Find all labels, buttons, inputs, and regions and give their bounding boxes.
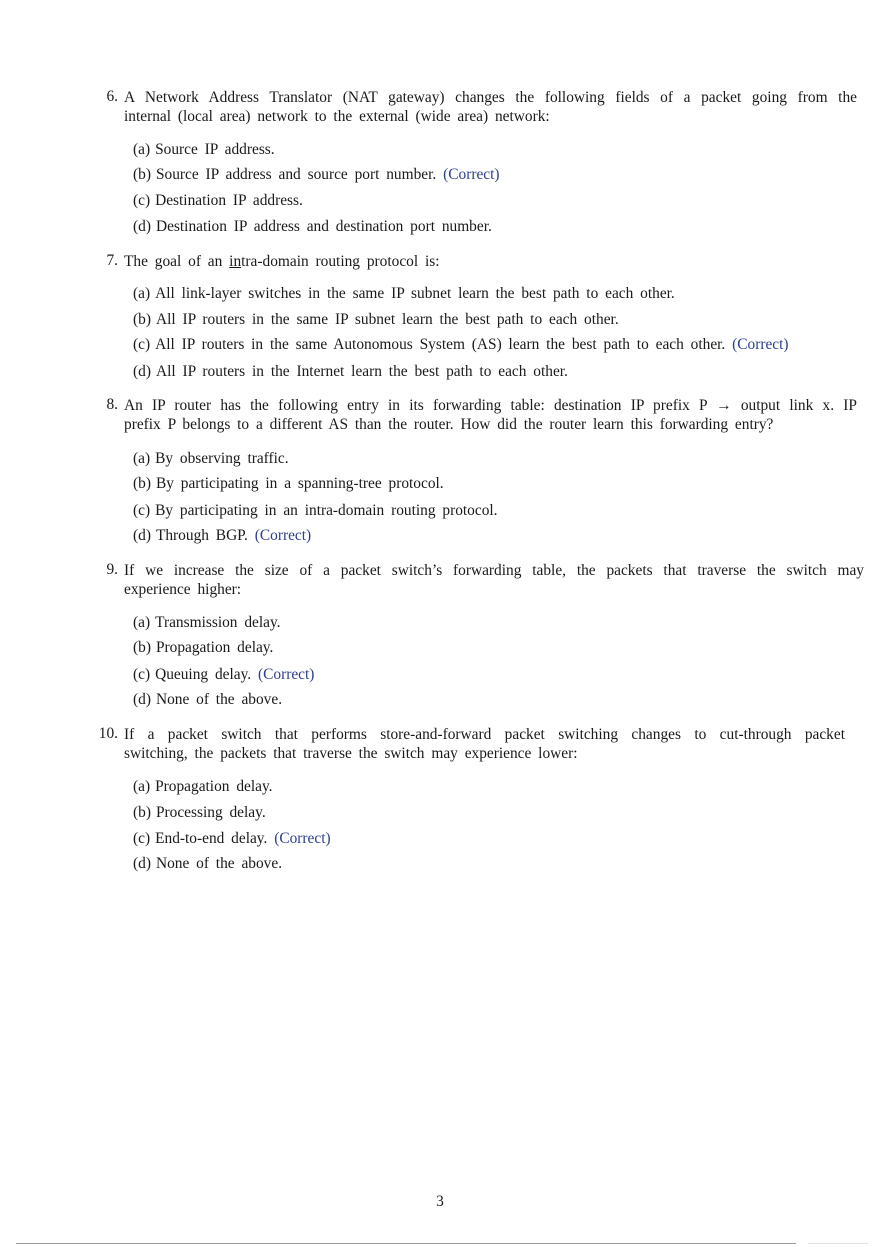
option-letter: (b) — [133, 475, 151, 492]
option-7d — [133, 363, 568, 381]
option-10b — [133, 804, 266, 822]
option-7c — [133, 336, 789, 354]
option-text: Transmission delay. — [155, 614, 281, 631]
option-letter: (c) — [133, 192, 151, 209]
option-letter: (d) — [133, 527, 151, 544]
question-text-line-2: switching, the packets that traverse the switch may experience lower: — [124, 745, 578, 762]
option-letter: (c) — [133, 830, 151, 847]
correct-marker: (Correct) — [257, 666, 315, 683]
option-10a — [133, 778, 273, 796]
question-text-line-2: internal (local area) network to the external (wide area) network: — [124, 108, 550, 125]
option-letter: (a) — [133, 450, 151, 467]
option-letter: (a) — [133, 285, 151, 302]
option-letter: (c) — [133, 336, 151, 353]
option-letter: (c) — [133, 666, 151, 683]
option-letter: (b) — [133, 166, 151, 183]
option-letter: (d) — [133, 363, 151, 380]
page-number: 3 — [436, 1193, 444, 1210]
question-text — [124, 252, 859, 271]
option-6b — [133, 166, 500, 184]
correct-marker: (Correct) — [443, 166, 500, 183]
option-text: All IP routers in the Internet learn the best path to each other. — [155, 363, 568, 380]
option-9d — [133, 691, 282, 709]
option-text: Propagation delay. — [155, 639, 274, 656]
option-text: None of the above. — [155, 691, 283, 708]
question-number: 10. — [98, 725, 118, 742]
option-8c — [133, 502, 498, 520]
question-text-underlined: in — [229, 253, 242, 270]
option-8d — [133, 527, 311, 545]
option-letter: (c) — [133, 502, 151, 519]
option-text: Destination IP address and destination port number. — [155, 218, 492, 235]
option-6c — [133, 192, 303, 210]
option-9b — [133, 639, 273, 657]
correct-marker: (Correct) — [254, 527, 312, 544]
option-text: Destination IP address. — [155, 192, 303, 209]
option-text: Source IP address. — [155, 141, 275, 158]
option-7a — [133, 285, 675, 303]
bottom-divider — [16, 1243, 796, 1244]
option-10d — [133, 855, 282, 873]
question-text-line-1: If we increase the size of a packet switch’s forwarding table, the packets that traverse the switch may — [124, 562, 864, 579]
option-letter: (d) — [133, 218, 151, 235]
option-letter: (a) — [133, 141, 151, 158]
option-letter: (b) — [133, 639, 151, 656]
option-text: Through BGP. — [155, 527, 248, 544]
option-8a — [133, 450, 289, 468]
question-text-part: tra-domain routing protocol is: — [241, 253, 440, 270]
option-text: All IP routers in the same IP subnet learn the best path to each other. — [155, 311, 619, 328]
question-text-line-1: If a packet switch that performs store-and-forward packet switching changes to cut-through packet — [124, 726, 845, 743]
option-text: All IP routers in the same Autonomous System (AS) learn the best path to each other. — [155, 336, 726, 353]
option-letter: (b) — [133, 804, 151, 821]
option-10c — [133, 830, 331, 848]
question-text — [124, 725, 845, 763]
option-8b — [133, 475, 444, 493]
option-text: None of the above. — [155, 855, 283, 872]
option-text: Source IP address and source port number. — [155, 166, 437, 183]
option-text: By participating in a spanning-tree protocol. — [155, 475, 444, 492]
option-letter: (d) — [133, 855, 151, 872]
question-text-line-1: A Network Address Translator (NAT gateway) changes the following fields of a packet going from the — [124, 89, 857, 106]
question-text-part: The goal of an — [124, 253, 230, 270]
question-text-line-2: prefix P belongs to a different AS than the router. How did the router learn this forwarding entry? — [124, 416, 774, 433]
question-text — [124, 561, 864, 599]
option-letter: (b) — [133, 311, 151, 328]
option-text: Queuing delay. — [155, 666, 252, 683]
correct-marker: (Correct) — [274, 830, 331, 847]
option-text: End-to-end delay. — [155, 830, 268, 847]
question-number: 9. — [106, 561, 118, 578]
option-9c — [133, 666, 314, 684]
correct-marker: (Correct) — [732, 336, 789, 353]
question-text-line-1: An IP router has the following entry in its forwarding table: destination IP prefix P → output link x. IP — [124, 397, 857, 414]
question-text — [124, 88, 857, 126]
option-text: By participating in an intra-domain routing protocol. — [155, 502, 498, 519]
question-text — [124, 396, 857, 434]
option-letter: (d) — [133, 691, 151, 708]
option-6a — [133, 141, 275, 159]
bottom-divider-faint — [808, 1243, 868, 1244]
option-7b — [133, 311, 619, 329]
option-text: All link-layer switches in the same IP subnet learn the best path to each other. — [155, 285, 675, 302]
option-6d — [133, 218, 492, 236]
question-number: 8. — [106, 396, 118, 413]
option-letter: (a) — [133, 778, 151, 795]
question-text-line-2: experience higher: — [124, 581, 242, 598]
option-letter: (a) — [133, 614, 151, 631]
question-number: 6. — [106, 88, 118, 105]
option-text: Propagation delay. — [155, 778, 273, 795]
option-text: By observing traffic. — [155, 450, 289, 467]
question-number: 7. — [106, 252, 118, 269]
option-text: Processing delay. — [155, 804, 266, 821]
option-9a — [133, 614, 281, 632]
